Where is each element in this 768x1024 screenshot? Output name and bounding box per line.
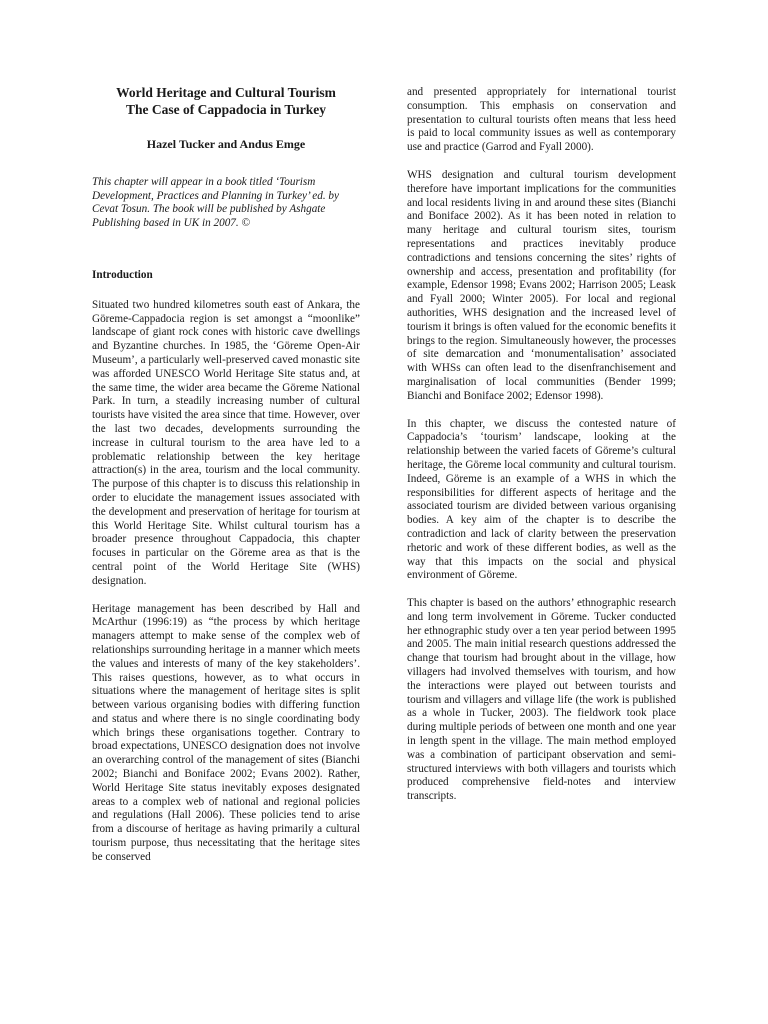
publication-note: This chapter will appear in a book titled ‘Tourism Development, Practices and Planning in Turkey’ ed. by Cevat Tosun. The book will be published by Ashgate Publishing based in UK in 2007. © xyxy=(92,175,339,230)
section-heading: Introduction xyxy=(92,268,153,281)
title-line-2: The Case of Cappadocia in Turkey xyxy=(126,102,326,117)
left-column xyxy=(92,84,360,879)
paragraph: Situated two hundred kilometres south east of Ankara, the Göreme-Cappadocia region is set amongst a “moonlike” landscape of giant rock cones with historic cave dwellings and Byzantine churches. In 1985, the ‘Göreme Open-Air Museum’, a particularly well-preserved caved monastic site was afforded UNESCO World Heritage Site status and, at the same time, the wider area became the Göreme National Park. In turn, a steadily increasing number of cultural tourists have visited the area since that time. However, over the last two decades, developments surrounding the increase in cultural tourism to the area have led to a problematic relationship between the key heritage attraction(s) in the area, tourism and the local community. The purpose of this chapter is to discuss this relationship in order to elucidate the management issues associated with the development and preservation of heritage for tourism at this World Heritage Site. Whilst cultural tourism has a broader presence throughout Cappadocia, this chapter focuses in particular on the Göreme area as that is the central point of the World Heritage Site (WHS) designation. xyxy=(92,298,360,587)
paragraph: This chapter is based on the authors’ ethnographic research and long term involvement in Göreme. Tucker conducted her ethnographic study over a ten year period between 1995 and 2005. The main initial research questions addressed the change that tourism had brought about in the village, how villagers had involved themselves with tourism, and how the interactions were played out between tourists and tourism and villagers and village life (the work is published as a whole in Tucker, 2003). The fieldwork took place during multiple periods of between one month and one year in length spent in the village. The main method employed was a combination of participant observation and semi-structured interviews with both villagers and tourists which produced comprehensive field-notes and interview transcripts. xyxy=(407,597,676,803)
title-line-1: World Heritage and Cultural Tourism xyxy=(116,85,336,100)
paragraph: WHS designation and cultural tourism development therefore have important implications for the communities and local residents living in and around these sites (Bianchi and Boniface 2002). As it has been noted in relation to many heritage and cultural tourism sites, tourism representations and practices inevitably produce contradictions and tensions concerning the sites’ rights of ownership and access, presentation and profitability (for example, Edensor 1998; Evans 2002; Harrison 2005; Leask and Fyall 2000; Winter 2005). For local and regional authorities, WHS designation and the increased level of tourism it brings is often valued for the economic benefits it brings to the region. Simultaneously however, the processes of site demarcation and ‘monumentalisation’ associated with WHSs can often lead to the disenfranchisement and marginalisation of local communities (Bender 1999; Bianchi and Boniface 2002; Edensor 1998). xyxy=(407,168,676,402)
right-column xyxy=(407,86,676,818)
paper-title xyxy=(92,84,360,118)
paragraph: and presented appropriately for international tourist consumption. This emphasis on conservation and presentation to cultural tourists often means that less heed is paid to local community issues as well as contemporary use and practice (Garrod and Fyall 2000). xyxy=(407,86,676,154)
paper-authors: Hazel Tucker and Andus Emge xyxy=(146,137,306,151)
paragraph: Heritage management has been described by Hall and McArthur (1996:19) as “the process by which heritage managers attempt to make sense of the complex web of relationships surrounding heritage in a manner which meets the values and interests of many of the key stakeholders’. This raises questions, however, as to what occurs in situations where the management of heritage sites is split between various organising bodies with differing function and status and where there is no single coordinating body which brings these organisations together. Contrary to broad expectations, UNESCO designation does not involve an overarching control of the management of sites (Bianchi 2002; Bianchi and Boniface 2002; Evans 2002). Rather, World Heritage Site status inevitably exposes designated areas to a complex web of national and regional policies and regulations (Hall 2006). These policies tend to arise from a discourse of heritage as having primarily a cultural tourism purpose, thus necessitating that the heritage sites be conserved xyxy=(92,602,360,863)
paragraph: In this chapter, we discuss the contested nature of Cappadocia’s ‘tourism’ landscape, looking at the relationship between the varied facets of Göreme’s cultural heritage, the Göreme local community and cultural tourism. Indeed, Göreme is an example of a WHS in which the responsibilities for different aspects of heritage and the associated tourism are divided between various organising bodies. A key aim of the chapter is to describe the contradiction and lack of clarity between the preservation rhetoric and work of these different bodies, as well as the way that this impacts on the social and physical environment of Göreme. xyxy=(407,417,676,582)
